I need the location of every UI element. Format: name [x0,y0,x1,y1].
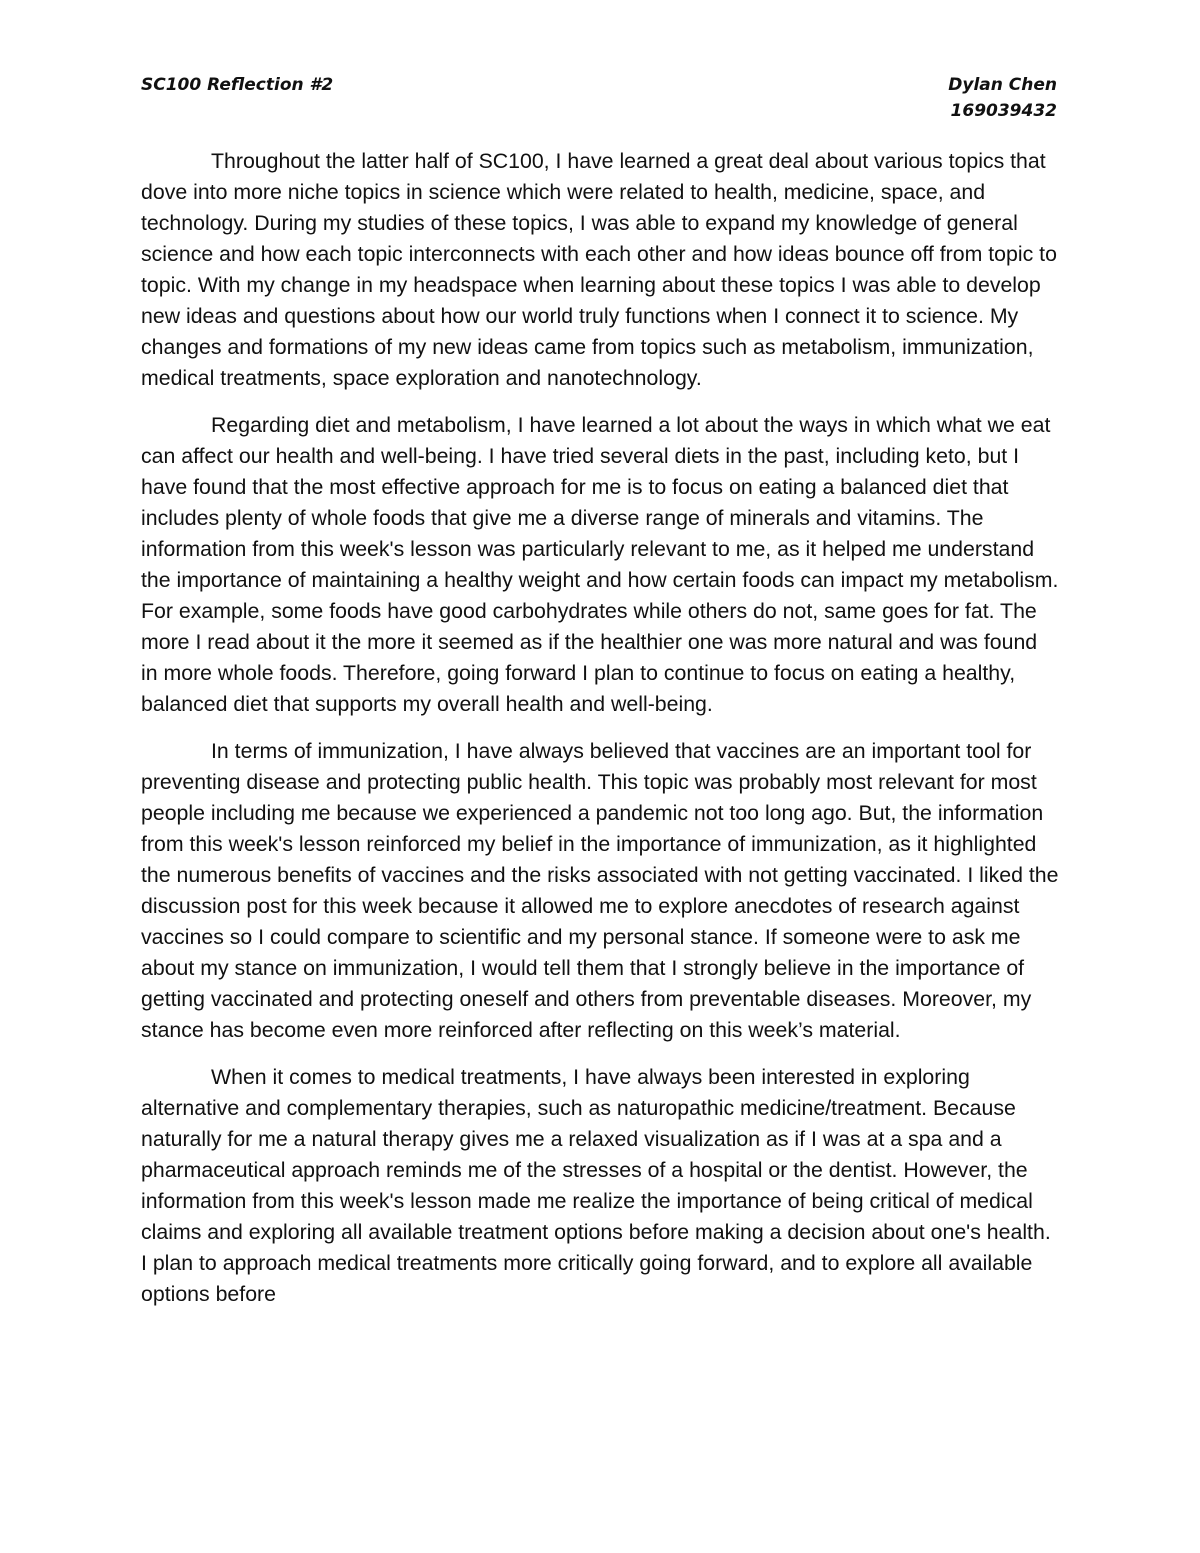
paragraph-immunization: In terms of immunization, I have always believed that vaccines are an important tool for preventing disease and protecting public health. This topic was probably most relevant for most people including me because we experienced a pandemic not too long ago. But, the information from this week's lesson reinforced my belief in the importance of immunization, as it highlighted the numerous benefits of vaccines and the risks associated with not getting vaccinated. I liked the discussion post for this week because it allowed me to explore anecdotes of research against vaccines so I could compare to scientific and my personal stance. If someone were to ask me about my stance on immunization, I would tell them that I strongly believe in the importance of getting vaccinated and protecting oneself and others from preventable diseases. Moreover, my stance has become even more reinforced after reflecting on this week’s material. [141,739,1059,1042]
paragraph-metabolism: Regarding diet and metabolism, I have learned a lot about the ways in which what we eat can affect our health and well-being. I have tried several diets in the past, including keto, but I have found that the most effective approach for me is to focus on eating a balanced diet that includes plenty of whole foods that give me a diverse range of minerals and vitamins. The information from this week's lesson was particularly relevant to me, as it helped me understand the importance of maintaining a healthy weight and how certain foods can impact my metabolism. For example, some foods have good carbohydrates while others do not, same goes for fat. The more I read about it the more it seemed as if the healthier one was more natural and was found in more whole foods. Therefore, going forward I plan to continue to focus on eating a healthy, balanced diet that supports my overall health and well-being. [141,413,1059,716]
course-title: SC100 Reflection #2 [141,75,334,95]
student-info [948,72,1057,124]
student-name: Dylan Chen [948,75,1057,95]
student-id: 169039432 [950,101,1057,121]
document-body [141,146,1059,1326]
document-header [141,72,1057,132]
paragraph-intro: Throughout the latter half of SC100, I have learned a great deal about various topics that dove into more niche topics in science which were related to health, medicine, space, and technology. During my studies of these topics, I was able to expand my knowledge of general science and how each topic interconnects with each other and how ideas bounce off from topic to topic. With my change in my headspace when learning about these topics I was able to develop new ideas and questions about how our world truly functions when I connect it to science. My changes and formations of my new ideas came from topics such as metabolism, immunization, medical treatments, space exploration and nanotechnology. [141,149,1057,390]
paragraph-medical-treatments: When it comes to medical treatments, I have always been interested in exploring alternative and complementary therapies, such as naturopathic medicine/treatment. Because naturally for me a natural therapy gives me a relaxed visualization as if I was at a spa and a pharmaceutical approach reminds me of the stresses of a hospital or the dentist. However, the information from this week's lesson made me realize the importance of being critical of medical claims and exploring all available treatment options before making a decision about one's health. I plan to approach medical treatments more critically going forward, and to explore all available options before [141,1065,1051,1306]
